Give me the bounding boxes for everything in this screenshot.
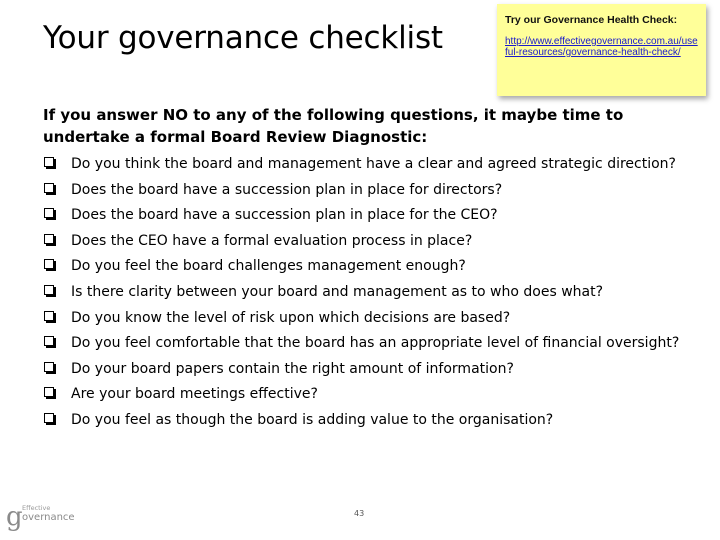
checkbox-icon <box>44 362 54 372</box>
checklist-item <box>43 358 703 380</box>
checklist-item-text: Is there clarity between your board and management as to who does what? <box>71 283 604 300</box>
checklist-item <box>43 409 703 431</box>
checklist-item <box>43 255 703 277</box>
checklist-item-text: Do you think the board and management have a clear and agreed strategic direction? <box>71 156 676 172</box>
checkbox-icon <box>44 208 54 218</box>
checklist-item-text: Does the board have a succession plan in place for directors? <box>71 181 503 198</box>
intro-text: If you answer NO to any of the following questions, it maybe time to undertake a formal Board Review Diagnostic: <box>43 106 624 146</box>
logo-small-text: Effective <box>22 504 51 512</box>
checkbox-icon <box>44 311 54 321</box>
checklist-item <box>43 153 703 175</box>
checklist-item <box>43 383 703 405</box>
checklist-item-text: Do your board papers contain the right amount of information? <box>71 360 514 377</box>
checklist-item <box>43 179 703 201</box>
governance-checklist <box>43 153 703 431</box>
checklist-item-text: Does the CEO have a formal evaluation process in place? <box>71 232 473 249</box>
checklist-item <box>43 281 703 303</box>
checklist-item-text: Do you feel comfortable that the board has an appropriate level of financial oversight? <box>71 335 680 352</box>
checklist-item-text: Are your board meetings effective? <box>71 386 318 403</box>
checklist-item <box>43 307 703 329</box>
checklist-item <box>43 204 703 226</box>
checklist-item-text: Do you know the level of risk upon which decisions are based? <box>71 309 511 326</box>
checkbox-icon <box>44 387 54 397</box>
health-check-callout <box>497 4 706 96</box>
checkbox-icon <box>44 234 54 244</box>
checkbox-icon <box>44 336 54 346</box>
checklist-item <box>43 332 703 354</box>
health-check-link[interactable]: http://www.effectivegovernance.com.au/useful-resources/governance-health-check/ <box>505 36 698 58</box>
page-number: 43 <box>354 509 365 518</box>
checkbox-icon <box>44 259 54 269</box>
checklist-item <box>43 230 703 252</box>
effective-governance-logo <box>6 500 76 536</box>
checklist-item-text: Do you feel as though the board is adding value to the organisation? <box>71 411 554 428</box>
logo-letter: g <box>6 502 23 532</box>
callout-heading: Try our Governance Health Check: <box>505 14 678 26</box>
checkbox-icon <box>44 183 54 193</box>
checklist-item-text: Does the board have a succession plan in place for the CEO? <box>71 207 498 224</box>
checkbox-icon <box>44 285 54 295</box>
checkbox-icon <box>44 157 54 167</box>
checklist-item-text: Do you feel the board challenges management enough? <box>71 258 466 275</box>
slide-title: Your governance checklist <box>43 20 443 56</box>
checkbox-icon <box>44 413 54 423</box>
logo-word: overnance <box>22 512 75 523</box>
